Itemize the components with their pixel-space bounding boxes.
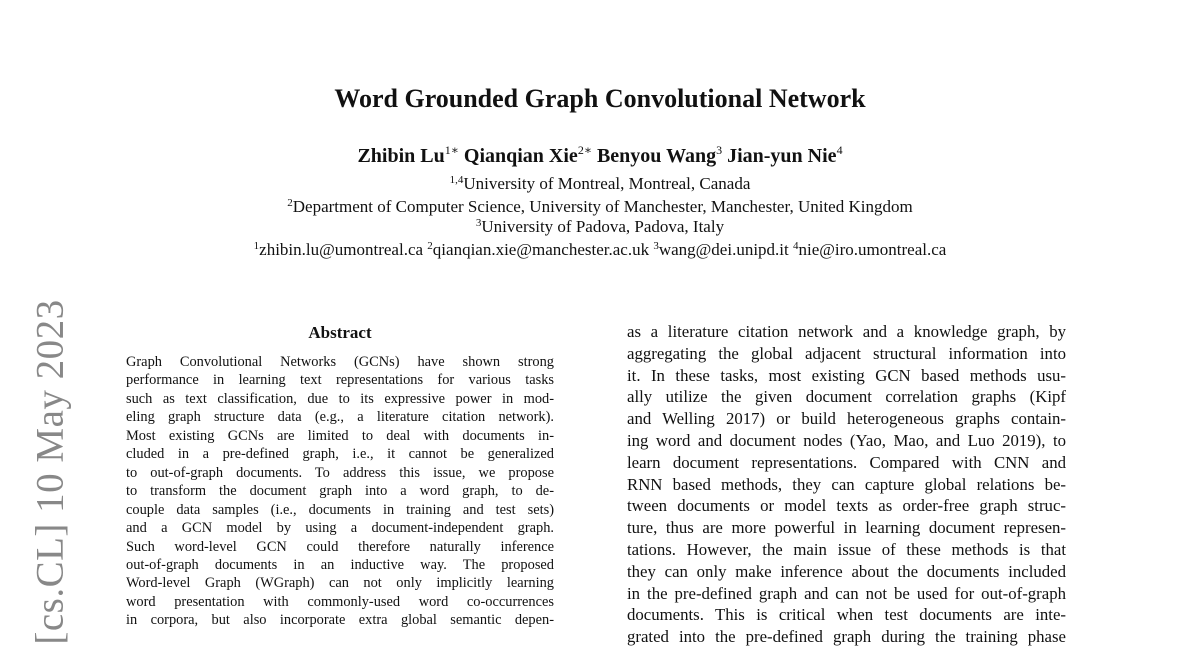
affiliation-text: University of Montreal, Montreal, Canada	[463, 174, 751, 193]
affiliation-line	[0, 217, 1200, 237]
affiliation-mark: 3	[475, 217, 482, 229]
email-mark: 4	[793, 240, 799, 252]
email-address[interactable]: qianqian.xie@manchester.ac.uk	[432, 240, 650, 259]
abstract-line: Such word-level GCN could therefore naturally inference	[126, 538, 554, 555]
affiliation-mark: 1,4	[449, 174, 464, 186]
email-mark: 1	[253, 240, 260, 252]
email-address[interactable]: nie@iro.umontreal.ca	[798, 240, 947, 259]
email-address[interactable]: zhibin.lu@umontreal.ca	[259, 240, 424, 259]
affiliation-mark: 2	[287, 197, 293, 209]
abstract-line: to out-of-graph documents. To address this issue, we propose	[126, 464, 554, 481]
affiliation-text: University of Padova, Padova, Italy	[481, 217, 725, 236]
body-line: ally utilize the given document correlation graphs (Kipf	[627, 387, 1066, 407]
body-line: and Welling 2017) or build heterogeneous graphs contain-	[627, 409, 1066, 429]
body-line: learn document representations. Compared with CNN and	[627, 452, 1066, 472]
abstract-line: Graph Convolutional Networks (GCNs) have shown strong	[126, 354, 554, 370]
author-line	[0, 143, 1200, 169]
body-line: in the pre-defined graph and can not be used for out-of-graph	[627, 583, 1066, 603]
abstract-line: couple data samples (i.e., documents in training and test sets)	[126, 501, 554, 518]
abstract-line: Word-level Graph (WGraph) can not only implicitly learning	[126, 575, 554, 592]
body-line: tations. However, the main issue of these methods is that	[627, 539, 1066, 559]
body-line: tween documents or model texts as order-free graph struc-	[627, 496, 1066, 516]
body-line: RNN based methods, they can capture global relations be-	[627, 474, 1066, 494]
author-mark: 2∗	[577, 143, 592, 157]
author-name: Zhibin Lu	[357, 145, 445, 167]
author-name: Benyou Wang	[596, 145, 717, 167]
abstract-line: and a GCN model by using a document-independent graph.	[126, 520, 554, 537]
abstract-heading: Abstract	[308, 323, 372, 342]
body-line: as a literature citation network and a knowledge graph, by	[627, 322, 1066, 341]
abstract-line: such as text classification, due to its expressive power in mod-	[126, 390, 554, 407]
body-line: aggregating the global adjacent structural information into	[627, 343, 1066, 363]
abstract-line: eling graph structure data (e.g., a literature citation network).	[126, 409, 554, 426]
author-name: Jian-yun Nie	[727, 145, 837, 167]
abstract-line: Most existing GCNs are limited to deal with documents in-	[126, 427, 554, 444]
abstract-line: out-of-graph documents in an inductive way. The proposed	[126, 556, 554, 573]
body-line: it. In these tasks, most existing GCN based methods usu-	[627, 365, 1066, 385]
author-name: Qianqian Xie	[463, 145, 578, 167]
abstract-body	[126, 353, 554, 630]
email-address[interactable]: wang@dei.unipd.it	[658, 240, 789, 259]
abstract-line: performance in learning text representations for various tasks	[126, 372, 554, 389]
abstract-line: to transform the document graph into a word graph, to de-	[126, 483, 554, 500]
email-mark: 2	[427, 240, 433, 252]
introduction-body	[627, 321, 1066, 648]
affiliation-line	[0, 174, 1200, 194]
arxiv-stamp-text: [cs.CL] 10 May 2023	[28, 299, 72, 645]
body-line: documents. This is critical when test documents are inte-	[627, 605, 1066, 625]
abstract-line: in corpora, but also incorporate extra global semantic depen-	[126, 612, 554, 629]
email-line	[0, 240, 1200, 260]
paper-title: Word Grounded Graph Convolutional Network	[334, 84, 866, 113]
body-line: ture, thus are more powerful in learning document represen-	[627, 518, 1066, 538]
author-mark: 3	[716, 143, 723, 157]
affiliation-text: Department of Computer Science, University of Manchester, Manchester, United Kingdom	[292, 197, 913, 216]
abstract-line: cluded in a pre-defined graph, i.e., it cannot be generalized	[126, 446, 554, 463]
email-mark: 3	[653, 240, 659, 252]
affiliation-line	[0, 197, 1200, 217]
abstract-line: word presentation with commonly-used word co-occurrences	[126, 593, 554, 610]
author-mark: 4	[836, 143, 843, 157]
body-line: ing word and document nodes (Yao, Mao, and Luo 2019), to	[627, 430, 1066, 450]
body-line: they can only make inference about the documents included	[627, 561, 1066, 581]
author-mark: 1∗	[444, 143, 459, 157]
body-line: grated into the pre-defined graph during the training phase	[627, 627, 1066, 647]
